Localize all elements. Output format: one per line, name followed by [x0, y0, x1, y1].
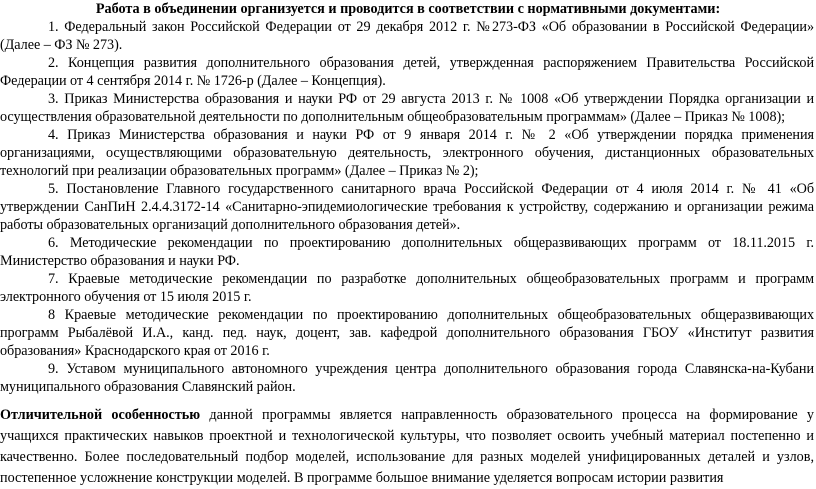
regulation-item-1: 1. Федеральный закон Российской Федерации от 29 декабря 2012 г. №273-ФЗ «Об образовании в Российской Федерации» (Далее – ФЗ № 273). — [0, 19, 814, 53]
regulation-item-7: 7. Краевые методические рекомендации по разработке дополнительных общеобразовательных программ и программ электронного обучения от 15 июля 2015 г. — [0, 271, 814, 305]
regulation-item-2: 2. Концепция развития дополнительного образования детей, утвержденная распоряжением Правительства Российской Федерации от 4 сентября 2014 г. № 1726-р (Далее – Концепция). — [0, 55, 814, 89]
regulation-item-3: 3. Приказ Министерства образования и науки РФ от 29 августа 2013 г. № 1008 «Об утверждении Порядка организации и осуществления образовательной деятельности по дополнительным общеобразовательным программам» (Далее – Приказ № 1008); — [0, 91, 814, 125]
feature-text: данной программы является направленность образовательного процесса на формирование у учащихся практических навыков проектной и технологической культуры, что позволяет освоить учебный материал постепенно и качественно. Более последовательный подбор моделей, использование для разных моделей унифицированных деталей и узлов, постепенное усложнение конструкции моделей. В программе большое внимание уделяется вопросам истории развития — [0, 407, 815, 486]
feature-lead: Отличительной особенностью — [0, 407, 201, 423]
regulation-item-8: 8 Краевые методические рекомендации по проектированию дополнительных общеобразовательных общеразвивающих программ Рыбалёвой И.А., канд. пед. наук, доцент, зав. кафедрой дополнительного образования ГБОУ «Институт развития образования» Краснодарского края от 2016 г. — [0, 307, 814, 359]
regulation-item-5: 5. Постановление Главного государственного санитарного врача Российской Федерации от 4 июля 2014 г. № 41 «Об утверждении СанПиН 2.4.4.3172-14 «Санитарно-эпидемиологические требования к устройству, содержанию и организации режима работы образовательных организаций дополнительного образования детей». — [0, 181, 814, 233]
regulation-item-9: 9. Уставом муниципального автономного учреждения центра дополнительного образования города Славянска-на-Кубани муниципального образования Славянский район. — [0, 361, 814, 395]
regulation-item-4: 4. Приказ Министерства образования и науки РФ от 9 января 2014 г. № 2 «Об утверждении порядка применения организациями, осуществляющими образовательную деятельность, электронного обучения, дистанционных образовательных технологий при реализации образовательных программ» (Далее – Приказ № 2); — [0, 127, 814, 179]
regulation-list — [0, 18, 816, 396]
feature-paragraph — [0, 405, 814, 489]
document-heading: Работа в объединении организуется и проводится в соответствии с нормативными документами: — [95, 1, 721, 17]
regulation-item-6: 6. Методические рекомендации по проектированию дополнительных общеразвивающих программ от 18.11.2015 г. Министерство образования и науки РФ. — [0, 235, 814, 269]
